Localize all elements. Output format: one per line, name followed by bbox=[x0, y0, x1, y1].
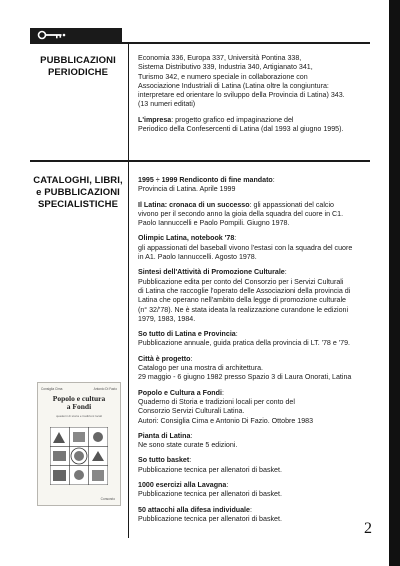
list-item: 50 attacchi alla difesa individuale: Pubblicazione tecnica per allenatori di basket. bbox=[138, 505, 282, 523]
section-title-cataloghi: CATALOGHI, LIBRI, e PUBBLICAZIONI SPECIALISTICHE bbox=[33, 175, 123, 210]
list-item: Pianta di Latina: Ne sono state curate 5 edizioni. bbox=[138, 431, 238, 450]
list-item: Olimpic Latina, notebook '78: gli appassionati del baseball vivono l'estasi con la squadra del cuore in A1. Paolo Iannuccelli. Agosto 1978. bbox=[138, 234, 353, 262]
header-logo-bar bbox=[30, 28, 122, 42]
list-item: 1995 ÷ 1999 Rendiconto di fine mandato: Provincia di Latina. Aprile 1999 bbox=[138, 176, 275, 194]
periodiche-issues-paragraph: Economia 336, Europa 337, Università Pontina 338, Sistema Distributivo 339, Industria 340, Artigianato 341, Turismo 342, e numero speciale in collaborazione con Associazione Industriali di Latina (Latina oltre la congiuntura: interpretare ed orientare lo sviluppo della Provincia di Latina) 343. (13 numeri editati) bbox=[138, 54, 345, 109]
top-divider bbox=[30, 42, 370, 44]
key-icon bbox=[37, 30, 67, 40]
column-divider bbox=[128, 42, 129, 538]
section-title-periodiche: PUBBLICAZIONI PERIODICHE bbox=[40, 55, 116, 78]
cover-illustration-grid bbox=[50, 427, 108, 485]
cover-title: Popolo e cultura a Fondi bbox=[52, 394, 106, 411]
list-item: Popolo e Cultura a Fondi: Quaderno di Storia e tradizioni locali per conto del Consorzio Servizi Culturali Latina. Autori: Consiglia Cima e Antonio Di Fazio. Ottobre 1983 bbox=[138, 388, 314, 425]
list-item: Città è progetto: Catalogo per una mostra di architettura. 29 maggio - 6 giugno 1982 presso Spazio 3 di Laura Onorati, Latina bbox=[138, 354, 352, 382]
list-item: 1000 esercizi alla Lavagna: Pubblicazione tecnica per allenatori di basket. bbox=[138, 481, 282, 499]
cover-publisher: Consorzio bbox=[100, 497, 115, 501]
right-edge-bar bbox=[389, 0, 400, 566]
cataloghi-content bbox=[138, 176, 360, 530]
list-item: Sintesi dell'Attività di Promozione Culturale: Pubblicazione edita per conto del Consorzio per i Servizi Culturali di Latina che raccoglie l'operato delle Associazioni della provincia di Latina che operano nell'ambito della legge di promozione culturale (n° 32/'78). Ne è stata ideata la realizzazione curandone le edizioni 1979, 1983, 1984. bbox=[138, 268, 351, 323]
page-number: 2 bbox=[364, 520, 372, 537]
impresa-paragraph: L'impresa: progetto grafico ed impaginazione del Periodico della Confesercenti di Latina (dal 1993 al giugno 1995). bbox=[138, 115, 344, 134]
list-item: So tutto di Latina e Provincia: Pubblicazione annuale, guida pratica della provincia di LT. '78 e '79. bbox=[138, 330, 350, 348]
list-item: Il Latina: cronaca di un successo: gli appassionati del calcio vivono per il secondo anno la gioia della squadra del cuore in C1. Paolo Iannuccelli e Paolo Pompili. Giugno 1978. bbox=[138, 200, 344, 228]
periodiche-content bbox=[138, 54, 360, 140]
list-item: So tutto basket: Pubblicazione tecnica per allenatori di basket. bbox=[138, 456, 282, 474]
cover-authors: Consiglia Cima Antonio Di Fazio bbox=[41, 387, 117, 391]
cover-subtitle: quaderni di storia e tradizioni locali bbox=[55, 414, 103, 418]
book-cover-image bbox=[37, 382, 121, 506]
section-divider bbox=[30, 160, 370, 162]
